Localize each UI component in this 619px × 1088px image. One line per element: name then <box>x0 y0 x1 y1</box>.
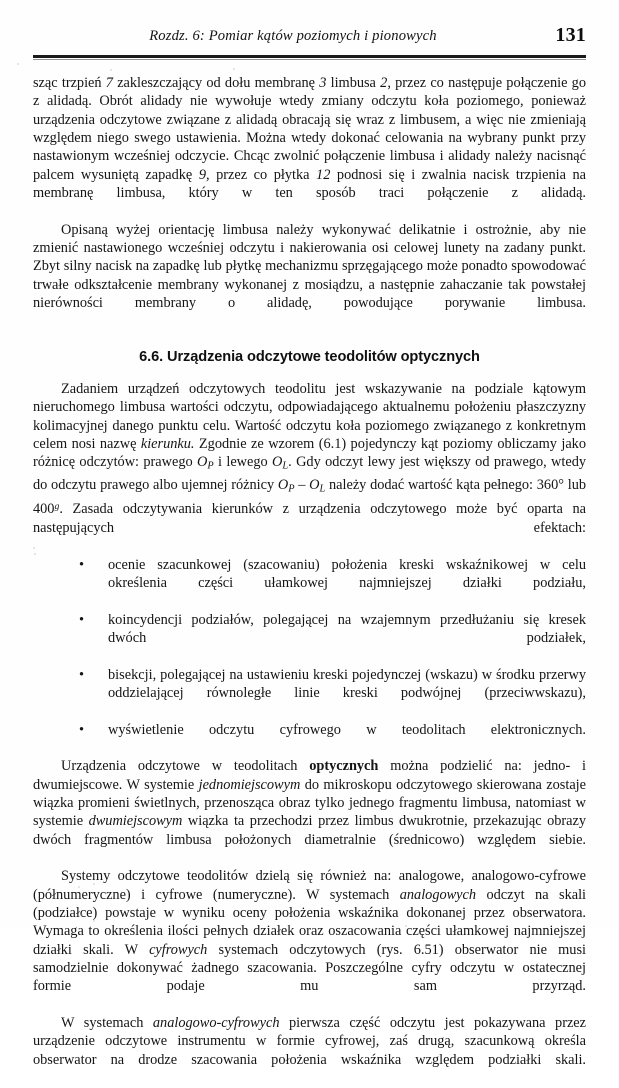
paragraph-analog-digital-hybrid <box>33 1014 586 1087</box>
variable-op-second-symbol: O <box>277 476 289 493</box>
page-number: 131 <box>555 24 586 46</box>
part-number-2: 2 <box>380 75 388 91</box>
list-item <box>33 666 586 721</box>
list-item <box>33 556 586 611</box>
term-dwumiejscowym: dwumiejscowym <box>88 813 183 830</box>
part-number-9: 9 <box>198 166 206 183</box>
para4-seg3: do mikroskopu odczytowego skierowana zostaje wiązka promieni świetlnych, przenosząca obraz tylko jednego fragmentu limbusa, natomiast w systemie <box>33 776 586 830</box>
variable-ol-subscript: L <box>282 460 289 472</box>
para3-seg8: . Zasada odczytywania kierunków z urządzenia odczytowego może być oparta na następujących efektach: <box>33 501 586 536</box>
variable-ol-second-symbol: O <box>309 476 320 493</box>
grad-superscript: g <box>54 501 60 513</box>
term-kierunku: kierunku. <box>140 435 195 452</box>
bullet-icon: • <box>79 611 85 628</box>
para1-seg6: podnosi się i zwalnia nacisk trzpienia na membranę limbusa, który w ten sposób traci połączenie z alidadą. <box>33 166 586 202</box>
effects-bullet-list <box>33 556 586 758</box>
variable-op-subscript: P <box>207 460 214 472</box>
variable-op-second <box>278 477 295 493</box>
para4-seg1: Urządzenia odczytowe w teodolitach <box>61 758 310 775</box>
para3-seg6: należy dodać wartość kąta pełnego: <box>325 476 537 493</box>
bullet-icon: • <box>79 556 85 573</box>
variable-ol-second-subscript: L <box>319 483 326 495</box>
value-400-grad: 400 <box>33 501 55 518</box>
para3-seg3: i lewego <box>213 454 273 471</box>
minus-operator: – <box>294 476 310 493</box>
para6-seg2: pierwsza część odczytu jest pokazywana przez urządzenie odczytowe instrumentu w formie cyfrowej, zaś drugą, szacunkową określa obserwator na drodze szacowania położenia wskaźnika względem podziałki skali. <box>33 1015 586 1068</box>
scan-speckle <box>17 63 19 65</box>
term-jednomiejscowym: jednomiejscowym <box>198 776 301 793</box>
part-number-12: 12 <box>316 166 331 183</box>
para3-seg1: Zadaniem urządzeń odczytowych teodolitu jest wskazywanie na podziale kątowym nieruchomego limbusa wartości odczytu, odpowiadającego aktualnemu położeniu płaszczyzny kolimacyjnej danego punktu celu. Wartość odczytu koła poziomego związanego z konkretnym celem nosi nazwę <box>33 380 586 452</box>
para1-seg2: zakleszczający od dołu membranę <box>112 75 320 91</box>
list-item-text: bisekcji, polegającej na ustawieniu kreski pojedynczej (wskazu) w środku przerwy oddzielającej równoległe linie kreski podwójnej (przeciwwskazu), <box>108 666 586 701</box>
emphasis-optycznych: optycznych <box>309 758 379 775</box>
variable-ol <box>272 454 288 470</box>
list-item <box>33 611 586 666</box>
list-item-text: wyświetlenie odczytu cyfrowego w teodolitach elektronicznych. <box>108 721 586 738</box>
header-rule-secondary <box>33 59 586 60</box>
list-item <box>33 721 586 758</box>
scan-speckle <box>233 68 235 70</box>
para1-seg3: limbusa <box>326 75 381 91</box>
list-item-text: koincydencji podziałów, polegającej na wzajemnym przedłużaniu się kresek dwóch podziałek, <box>108 611 586 646</box>
variable-op-second-subscript: P <box>288 483 295 495</box>
para3-seg2: Zgodnie ze wzorem (6.1) pojedynczy kąt poziomy obliczamy jako różnicę odczytów: prawego <box>33 435 586 471</box>
para1-seg4: , przez co następuje połączenie go z alidadą. Obrót alidady nie wywołuje wtedy zmiany odczytu koła poziomego, ponieważ urządzenia odczytowe związane z alidadą obracają się wraz z limbusem, a więc nie zmieniają względem niego swego ustawienia. Można wtedy dokonać celowania na wybrany punkt przy nastawionym wcześniej odczycie. Chcąc zwolnić połączenie limbusa i alidady należy nacisnąć palcem wysuniętą zapadkę <box>33 75 586 183</box>
bullet-icon: • <box>79 721 85 738</box>
part-number-3: 3 <box>319 75 327 91</box>
para1-seg5: , przez co płytka <box>206 166 317 183</box>
para4-seg4: wiązka ta przechodzi przez limbus dwukrotnie, przekazując obrazy dwóch fragmentów limbusa położonych diametralnie (średnicowo) względem siebie. <box>33 813 587 848</box>
text-column <box>33 74 586 1088</box>
term-cyfrowych: cyfrowych <box>149 941 208 958</box>
value-360-degrees: 360° <box>536 476 564 493</box>
paragraph-analog-digital <box>33 867 586 1014</box>
paragraph-optical-systems <box>33 757 586 867</box>
paragraph-continuation <box>33 74 586 221</box>
scan-speckle <box>110 69 112 71</box>
variable-op <box>197 454 214 470</box>
para6-seg1: W systemach <box>61 1015 153 1032</box>
running-header <box>33 24 586 54</box>
term-analogowych: analogowych <box>399 886 477 903</box>
variable-ol-symbol: O <box>272 454 283 471</box>
header-chapter-title: Rozdz. 6: Pomiar kątów poziomych i pionowych <box>149 28 437 44</box>
part-number-7: 7 <box>105 75 113 91</box>
para3-seg4: . Gdy odczyt lewy jest większy od prawego, wtedy do odczytu prawego albo ujemnej różnicy <box>33 454 586 493</box>
paragraph-orientation-warning: Opisaną wyżej orientację limbusa należy wykonywać delikatnie i ostrożnie, aby nie zmienić nastawionego wcześniej odczytu i nakierowania osi celowej lunety na zadany punkt. Zbyt silny nacisk na zapadkę lub płytkę mechanizmu sprzęgającego może ponadto spowodować trwałe odkształcenie membrany wykonanej z mosiądzu, a następnie zahaczanie tak powstałej nierówności membrany o alidadę, powodujące porywanie limbusa. <box>33 221 586 312</box>
para1-seg1: sząc trzpień <box>33 75 106 91</box>
variable-ol-second <box>309 477 325 493</box>
list-item-text: ocenie szacunkowej (szacowaniu) położenia kreski wskaźnikowej w celu określenia części ułamkowej najmniejszej działki podziału, <box>108 556 586 591</box>
para5-seg3: systemach odczytowych (rys. 6.51) obserwator nie musi samodzielnie dokonywać żadnego szacowania. Poszczególne cyfry odczytu w ostatecznej formie podaje mu sam przyrząd. <box>33 941 586 995</box>
bullet-icon: • <box>79 666 85 683</box>
para4-seg2: można podzielić na: jedno- i dwumiejscowe. W systemie <box>33 758 586 793</box>
variable-op-symbol: O <box>197 454 208 471</box>
para5-seg2: odczyt na skali (podziałce) powstaje w wyniku oceny położenia wskaźnika dokonanej przez obserwatora. Wymaga to określenia ilości pełnych działek oraz oszacowania części ułamkowej najmniejszej działki skali. W <box>33 886 586 958</box>
section-heading-6-6: 6.6. Urządzenia odczytowe teodolitów optycznych <box>139 348 480 365</box>
term-analogowo-cyfrowych: analogowo-cyfrowych <box>152 1015 280 1032</box>
para3-seg7: lub <box>564 476 587 493</box>
para5-seg1: Systemy odczytowe teodolitów dzielą się również na: analogowe, analogowo-cyfrowe (półnumeryczne) i cyfrowe (numeryczne). W systemach <box>33 868 586 903</box>
paragraph-reading-devices <box>33 380 586 556</box>
